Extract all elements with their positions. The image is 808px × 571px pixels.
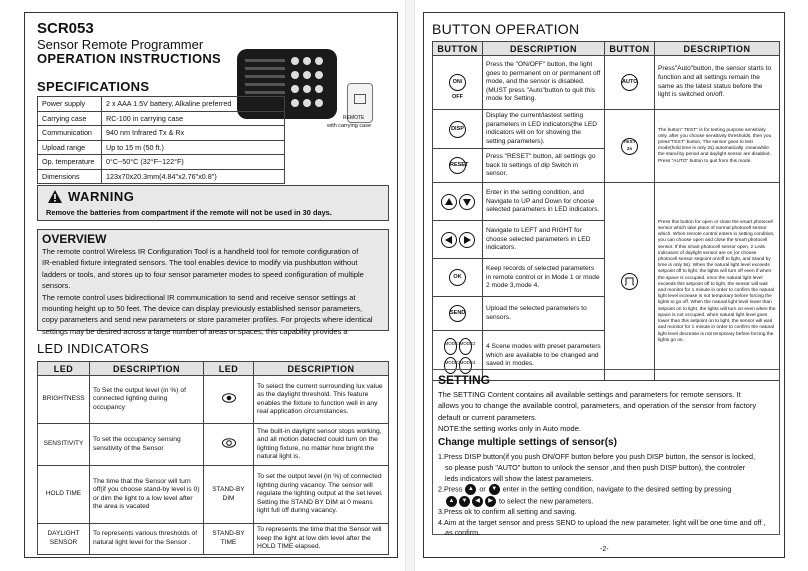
led-description: To select the current surrounding lux value as the daylight threshold. This feature enables the fixture to function well in any real application circumstances. <box>254 376 389 424</box>
reset-icon: RESET <box>449 157 466 174</box>
button-description: The button" TEST" is for testing purpose sensitivity only. after you choose sensitivity thresholds, then you press"TEST" button, The sensor goes to test mode(hold time is only 2s) automatically ,meanwhile the stand-by period and daylight sensor are disabled. Press "AUTO" button to quit from this mode. <box>655 110 780 183</box>
mode3-icon: MODE3 <box>444 357 457 374</box>
button-icon-cell <box>605 56 655 110</box>
table-header <box>38 362 389 376</box>
button-icon-cell <box>433 110 483 149</box>
button-description: Press "RESET" button, all settings go back to settings of dip Switch in sensor. <box>483 149 605 183</box>
led-name: DAYLIGHT SENSOR <box>38 524 90 555</box>
led-description: The time that the Sensor will turn off(if you choose stand-by level is 0) or dim the light to a low level after the area is vacated <box>90 466 204 524</box>
button-description: Navigate to LEFT and RIGHT for choose selected parameters in LED indicators. <box>483 221 605 259</box>
header-cell: LED <box>204 362 254 376</box>
button-description: Press the "ON/OFF" button, the light goes to permanent on or permanent off mode, and the sensor is disabled.(MUST press "Auto"button to quit this mode for Setting. <box>483 56 605 110</box>
overview-line: The remote control Wireless IR Configuration Tool is a handheld tool for remote configuration of <box>42 247 359 256</box>
down-arrow-icon <box>459 194 475 210</box>
button-operation-title: BUTTON OPERATION <box>432 21 580 37</box>
setting-line: NOTE:the setting works only in Auto mode. <box>438 423 581 433</box>
spec-key: Carrying case <box>38 111 102 126</box>
table-header <box>433 42 780 56</box>
led-name: BRIGHTNESS <box>38 376 90 424</box>
setting-intro <box>438 389 778 434</box>
led-name: STAND-BY TIME <box>204 524 254 555</box>
overview-text <box>38 246 388 337</box>
right-page <box>423 12 785 558</box>
table-row <box>38 376 389 424</box>
up-arrow-icon <box>441 194 457 210</box>
ok-icon: OK <box>449 269 466 286</box>
step-line: so please push "AUTO" button to unlock the sensor ,and then push DISP button), the controler <box>445 462 746 472</box>
header-cell: BUTTON <box>605 42 655 56</box>
overview-title: OVERVIEW <box>42 232 107 246</box>
setting-line: allows you to change the available control, parameters, and operation of the sensor from factory <box>438 401 757 411</box>
mode1-icon: MODE1 <box>444 338 457 355</box>
table-row <box>38 97 285 112</box>
table-row <box>38 424 389 466</box>
header-cell: LED <box>38 362 90 376</box>
led-description: To set the occupancy sensing sensitivity of the Sensor <box>90 424 204 466</box>
spec-key: Upload range <box>38 140 102 155</box>
led-name: HOLD TIME <box>38 466 90 524</box>
overview-box <box>37 229 389 336</box>
left-page <box>24 12 398 558</box>
table-row <box>433 183 780 221</box>
overview-line: The remote control uses bidirectional IR communication to send and receive sensor settings at <box>42 292 356 302</box>
button-description: Upload the selected parameters to sensors. <box>483 297 605 331</box>
button-description: Enter in the setting condition, and Navigate to UP and Down for choose selected parameters in LED indicators. <box>483 183 605 221</box>
button-description: Display the current/lastest setting parameters in LED indicators(the LED indicators will on for showing the setting parameters). <box>483 110 605 149</box>
eye-icon <box>222 393 236 403</box>
setting-line: default or current parameters. <box>438 412 537 422</box>
spec-key: Dimensions <box>38 169 102 184</box>
auto-icon: AUTO <box>621 74 638 91</box>
left-arrow-icon <box>441 232 457 248</box>
led-name: SENSITIVITY <box>38 424 90 466</box>
button-description: Press this button for open or close the smart photocell sensor which take place of normal photocell sensor which. When remote control enters in setting condition, you can choose open and close the smart photocell sensor. If this smart photocell sensor open, 2 Leds indicators of daylight sensor are on (or choose photocell sensor setpoint on/off to light, and Stand by time is only 5s). When the natural light level exceeds setpoint off to light, the lights will turn off even if when the space is occupied. once the natural light level exceeds this setpoint off to light, the sensor will wait and monitor for 1 minute in order to confirm the natural light level increase is not temporary before forcing the lights to go off. When the natural light level lower than setpoint on to light, the lights will turn on even when the space is not occupied. when natural light level goes lower than this setpoint on to light, the sensor will wait and monitor for 1 minute in order to confirm the natural light level decrease is not temporary before forcing the lights go on. <box>655 183 780 381</box>
setting-line: The SETTING Content contains all available settings and parameters for remote sensors. It <box>438 390 741 399</box>
setting-title: SETTING <box>438 373 491 387</box>
step-line: 4.Aim at the target sensor and press SEND to upload the new parameter. light will be one time and off , <box>438 517 766 527</box>
step-line <box>438 496 780 507</box>
led-description: To represents various thresholds of natural light level for the Sensor . <box>90 524 204 555</box>
led-icon-cell <box>204 376 254 424</box>
led-description: To Set the output level (in %) of connected lighting during occupancy <box>90 376 204 424</box>
led-description: The built-in daylight sensor stops working, and all motion detected could turn on the lighting fixture, no matter how bright the natural light is. <box>254 424 389 466</box>
remote-label: REMOTE <box>343 115 365 121</box>
warning-title: WARNING <box>68 189 135 204</box>
warning-box <box>37 185 389 221</box>
spec-key: Communication <box>38 126 102 141</box>
step-line <box>438 484 780 495</box>
table-row <box>38 126 285 141</box>
header-cell: DESCRIPTION <box>483 42 605 56</box>
right-arrow-icon: ▶ <box>485 496 496 507</box>
step-text: 2.Press <box>438 484 463 494</box>
up-arrow-icon: ▲ <box>465 484 476 495</box>
down-arrow-icon: ▼ <box>489 484 500 495</box>
page-fold <box>405 0 415 571</box>
button-icon-cell <box>433 149 483 183</box>
overview-line: ladders or tools, and stores up to four sensor parameter modes to speed configuration of multiple <box>42 269 364 279</box>
mode2-icon: MODE2 <box>459 338 472 355</box>
warning-text: Remove the batteries from compartment if the remote will not be used in 30 days. <box>46 208 332 217</box>
button-icon-cell <box>605 110 655 183</box>
header-cell: DESCRIPTION <box>655 42 780 56</box>
overview-line: copy parameters and send new parameters or store parameter profiles. For projects where identical <box>42 315 373 325</box>
led-icon-cell <box>204 424 254 466</box>
mode4-icon: MODE4 <box>459 357 472 374</box>
down-arrow-icon: ▼ <box>459 496 470 507</box>
overview-line: settings may be desired across a large number of areas or spaces, this capability provides a <box>42 326 348 336</box>
spec-value: 2 x AAA 1.5V battery, Alkaline preferred <box>102 97 285 112</box>
spec-value: 123x70x20.3mm(4.84"x2.76"x0.8") <box>102 169 285 184</box>
spec-key: Power supply <box>38 97 102 112</box>
button-icon-cell <box>433 297 483 331</box>
table-row <box>38 111 285 126</box>
page-number: -2- <box>600 546 609 553</box>
on-off-icon: ON/ OFF <box>449 74 466 91</box>
led-name: STAND-BY DIM <box>204 466 254 524</box>
table-row <box>38 524 389 555</box>
remote-caption: with carrying case <box>327 123 372 129</box>
led-table <box>37 361 389 555</box>
step-text: or <box>479 484 486 494</box>
table-row <box>433 110 780 149</box>
left-arrow-icon: ◀ <box>472 496 483 507</box>
spec-key: Op. temperature <box>38 155 102 170</box>
up-arrow-icon: ▲ <box>446 496 457 507</box>
warning-icon <box>48 190 62 203</box>
spec-value: RC-100 in carrying case <box>102 111 285 126</box>
spec-value: Up to 15 m (50 ft.) <box>102 140 285 155</box>
setting-steps <box>438 452 780 539</box>
right-arrow-icon <box>459 232 475 248</box>
button-description: Press"Auto"button, the sensor starts to function and all settings remain the same as the latest status before the light is switched on/off. <box>655 56 780 110</box>
button-description: 4 Scene modes with preset parameters which are available to be changed and saved in modes. <box>483 331 605 381</box>
eye-off-icon <box>222 438 236 448</box>
overview-line: sensors. <box>42 281 71 291</box>
photocell-icon <box>621 273 638 290</box>
button-table <box>432 41 780 381</box>
change-title: Change multiple settings of sensor(s) <box>438 437 617 448</box>
overview-line: IR-enabled fixture integrated sensors. The tool enables device to modify via pushbutton without <box>42 258 358 268</box>
header-cell: BUTTON <box>433 42 483 56</box>
table-row <box>38 140 285 155</box>
button-icon-cell <box>433 259 483 297</box>
specs-table <box>37 96 285 184</box>
spec-value: 940 nm Infrared Tx & Rx <box>102 126 285 141</box>
test-icon: TEST 2s <box>621 138 638 155</box>
model-number: SCR053 <box>37 20 94 37</box>
header-cell: DESCRIPTION <box>254 362 389 376</box>
step-line: 3.Press ok to confirm all setting and saving. <box>438 506 577 516</box>
step-line: as confirm. <box>445 528 481 538</box>
step-text: enter in the setting condition, navigate to the desired setting by pressing <box>502 484 732 494</box>
button-icon-cell <box>433 183 483 221</box>
led-title: LED INDICATORS <box>37 341 150 356</box>
button-icon-cell <box>433 221 483 259</box>
table-row <box>433 56 780 110</box>
guide-title: OPERATION INSTRUCTIONS <box>37 51 222 66</box>
spec-value: 0°C~50°C (32°F~122°F) <box>102 155 285 170</box>
disp-icon: DISP <box>449 121 466 138</box>
specs-title: SPECIFICATIONS <box>37 79 150 94</box>
table-row <box>38 466 389 524</box>
product-name: Sensor Remote Programmer <box>37 37 204 52</box>
led-description: To represents the time that the Sensor will keep the light at low dim level after the HOLD TIME elapsed. <box>254 524 389 555</box>
send-icon: SEND <box>449 305 466 322</box>
table-row <box>38 169 285 184</box>
led-description: To set the output level (in %) of connected lighting during vacancy. The sensor will regulate the lighting output at the set level. Setting the STAND BY DIM at 0 means light full off during vacancy. <box>254 466 389 524</box>
button-icon-cell <box>605 183 655 381</box>
step-text: to select the new parameters. <box>499 496 594 505</box>
table-row <box>38 155 285 170</box>
step-line: leds indicators will show the latest parameters. <box>445 473 594 483</box>
button-icon-cell <box>433 56 483 110</box>
header-cell: DESCRIPTION <box>90 362 204 376</box>
overview-line: mounting height up to 50 feet. The device can display previously established sensor parameters, <box>42 304 363 314</box>
button-description: Keep records of selected parameters in remote control or in Mode 1 or mode 2 mode 3,mode 4. <box>483 259 605 297</box>
step-line: 1.Press DISP button(if you push ON/OFF button before you push DISP button, the sensor is locked, <box>438 452 755 461</box>
